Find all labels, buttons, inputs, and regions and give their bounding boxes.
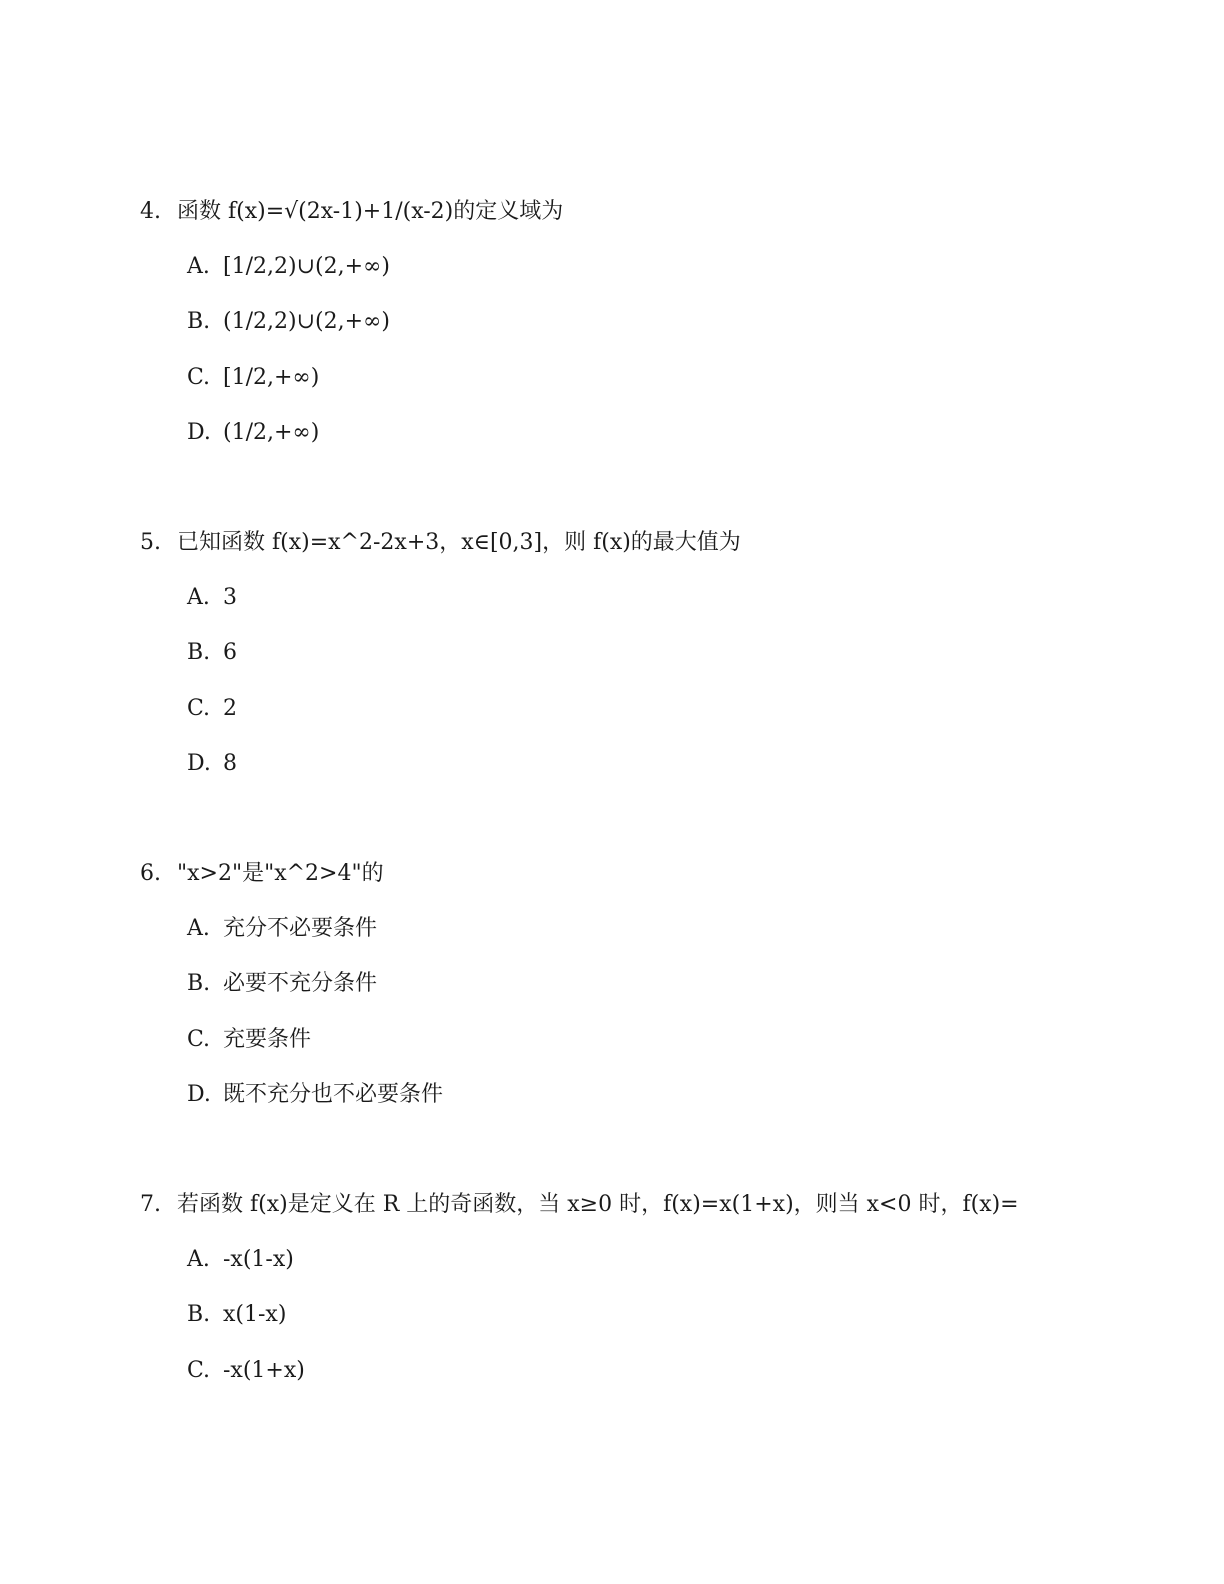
- option-letter: A.: [187, 916, 210, 941]
- option-list: [140, 583, 1140, 779]
- option-text: 必要不充分条件: [223, 971, 378, 997]
- question-stem: [140, 859, 1140, 889]
- option-b: [187, 307, 1140, 337]
- option-letter: C.: [187, 1026, 211, 1052]
- question-7: [140, 1190, 1140, 1411]
- option-letter: D.: [187, 1081, 211, 1107]
- option-c: [187, 363, 1140, 393]
- option-letter: B.: [187, 971, 211, 997]
- question-4: [140, 197, 1140, 473]
- option-b: [187, 969, 1140, 999]
- option-text: 既不充分也不必要条件: [223, 1081, 444, 1107]
- option-a: [187, 252, 1140, 282]
- option-letter: D.: [187, 419, 211, 445]
- option-text: -x(1-x): [223, 1247, 294, 1272]
- option-text: [1/2,2)∪(2,+∞): [223, 254, 390, 279]
- option-list: [140, 914, 1140, 1110]
- option-a: [187, 1245, 1140, 1275]
- option-d: [187, 418, 1140, 448]
- option-text: 8: [223, 750, 237, 776]
- option-b: [187, 638, 1140, 668]
- question-number: 7.: [140, 1192, 161, 1217]
- option-letter: B.: [187, 640, 211, 666]
- option-c: [187, 1356, 1140, 1386]
- option-text: 6: [223, 640, 237, 666]
- option-c: [187, 694, 1140, 724]
- option-b: [187, 1300, 1140, 1330]
- option-text: 3: [223, 585, 237, 610]
- question-stem: [140, 197, 1140, 227]
- question-text: "x>2"是"x^2>4"的: [177, 861, 384, 886]
- option-a: [187, 583, 1140, 613]
- option-text: (1/2,2)∪(2,+∞): [223, 309, 390, 335]
- option-letter: A.: [187, 1247, 210, 1272]
- option-text: -x(1+x): [223, 1357, 305, 1383]
- option-list: [140, 252, 1140, 448]
- option-text: 充要条件: [223, 1026, 312, 1052]
- question-text: 函数 f(x)=√(2x-1)+1/(x-2)的定义域为: [177, 199, 564, 224]
- option-a: [187, 914, 1140, 944]
- option-text: [1/2,+∞): [223, 364, 320, 390]
- option-letter: C.: [187, 364, 211, 390]
- option-text: (1/2,+∞): [223, 419, 320, 445]
- option-text: x(1-x): [223, 1302, 287, 1328]
- option-text: 充分不必要条件: [223, 916, 378, 941]
- option-letter: A.: [187, 585, 210, 610]
- option-list: [140, 1245, 1140, 1386]
- option-d: [187, 1080, 1140, 1110]
- question-6: [140, 859, 1140, 1135]
- option-c: [187, 1025, 1140, 1055]
- option-letter: B.: [187, 1302, 211, 1328]
- option-text: 2: [223, 695, 237, 721]
- question-number: 5.: [140, 530, 161, 555]
- question-5: [140, 528, 1140, 804]
- question-text: 若函数 f(x)是定义在 R 上的奇函数，当 x≥0 时，f(x)=x(1+x)，则当 x<0 时，f(x)=: [177, 1192, 1019, 1217]
- question-text: 已知函数 f(x)=x^2-2x+3，x∈[0,3]，则 f(x)的最大值为: [177, 530, 741, 555]
- option-letter: A.: [187, 254, 210, 279]
- option-letter: B.: [187, 309, 211, 335]
- option-letter: C.: [187, 1357, 211, 1383]
- question-stem: [140, 1190, 1140, 1220]
- question-number: 4.: [140, 199, 161, 224]
- question-stem: [140, 528, 1140, 558]
- question-number: 6.: [140, 861, 161, 886]
- option-d: [187, 749, 1140, 779]
- option-letter: D.: [187, 750, 211, 776]
- option-letter: C.: [187, 695, 211, 721]
